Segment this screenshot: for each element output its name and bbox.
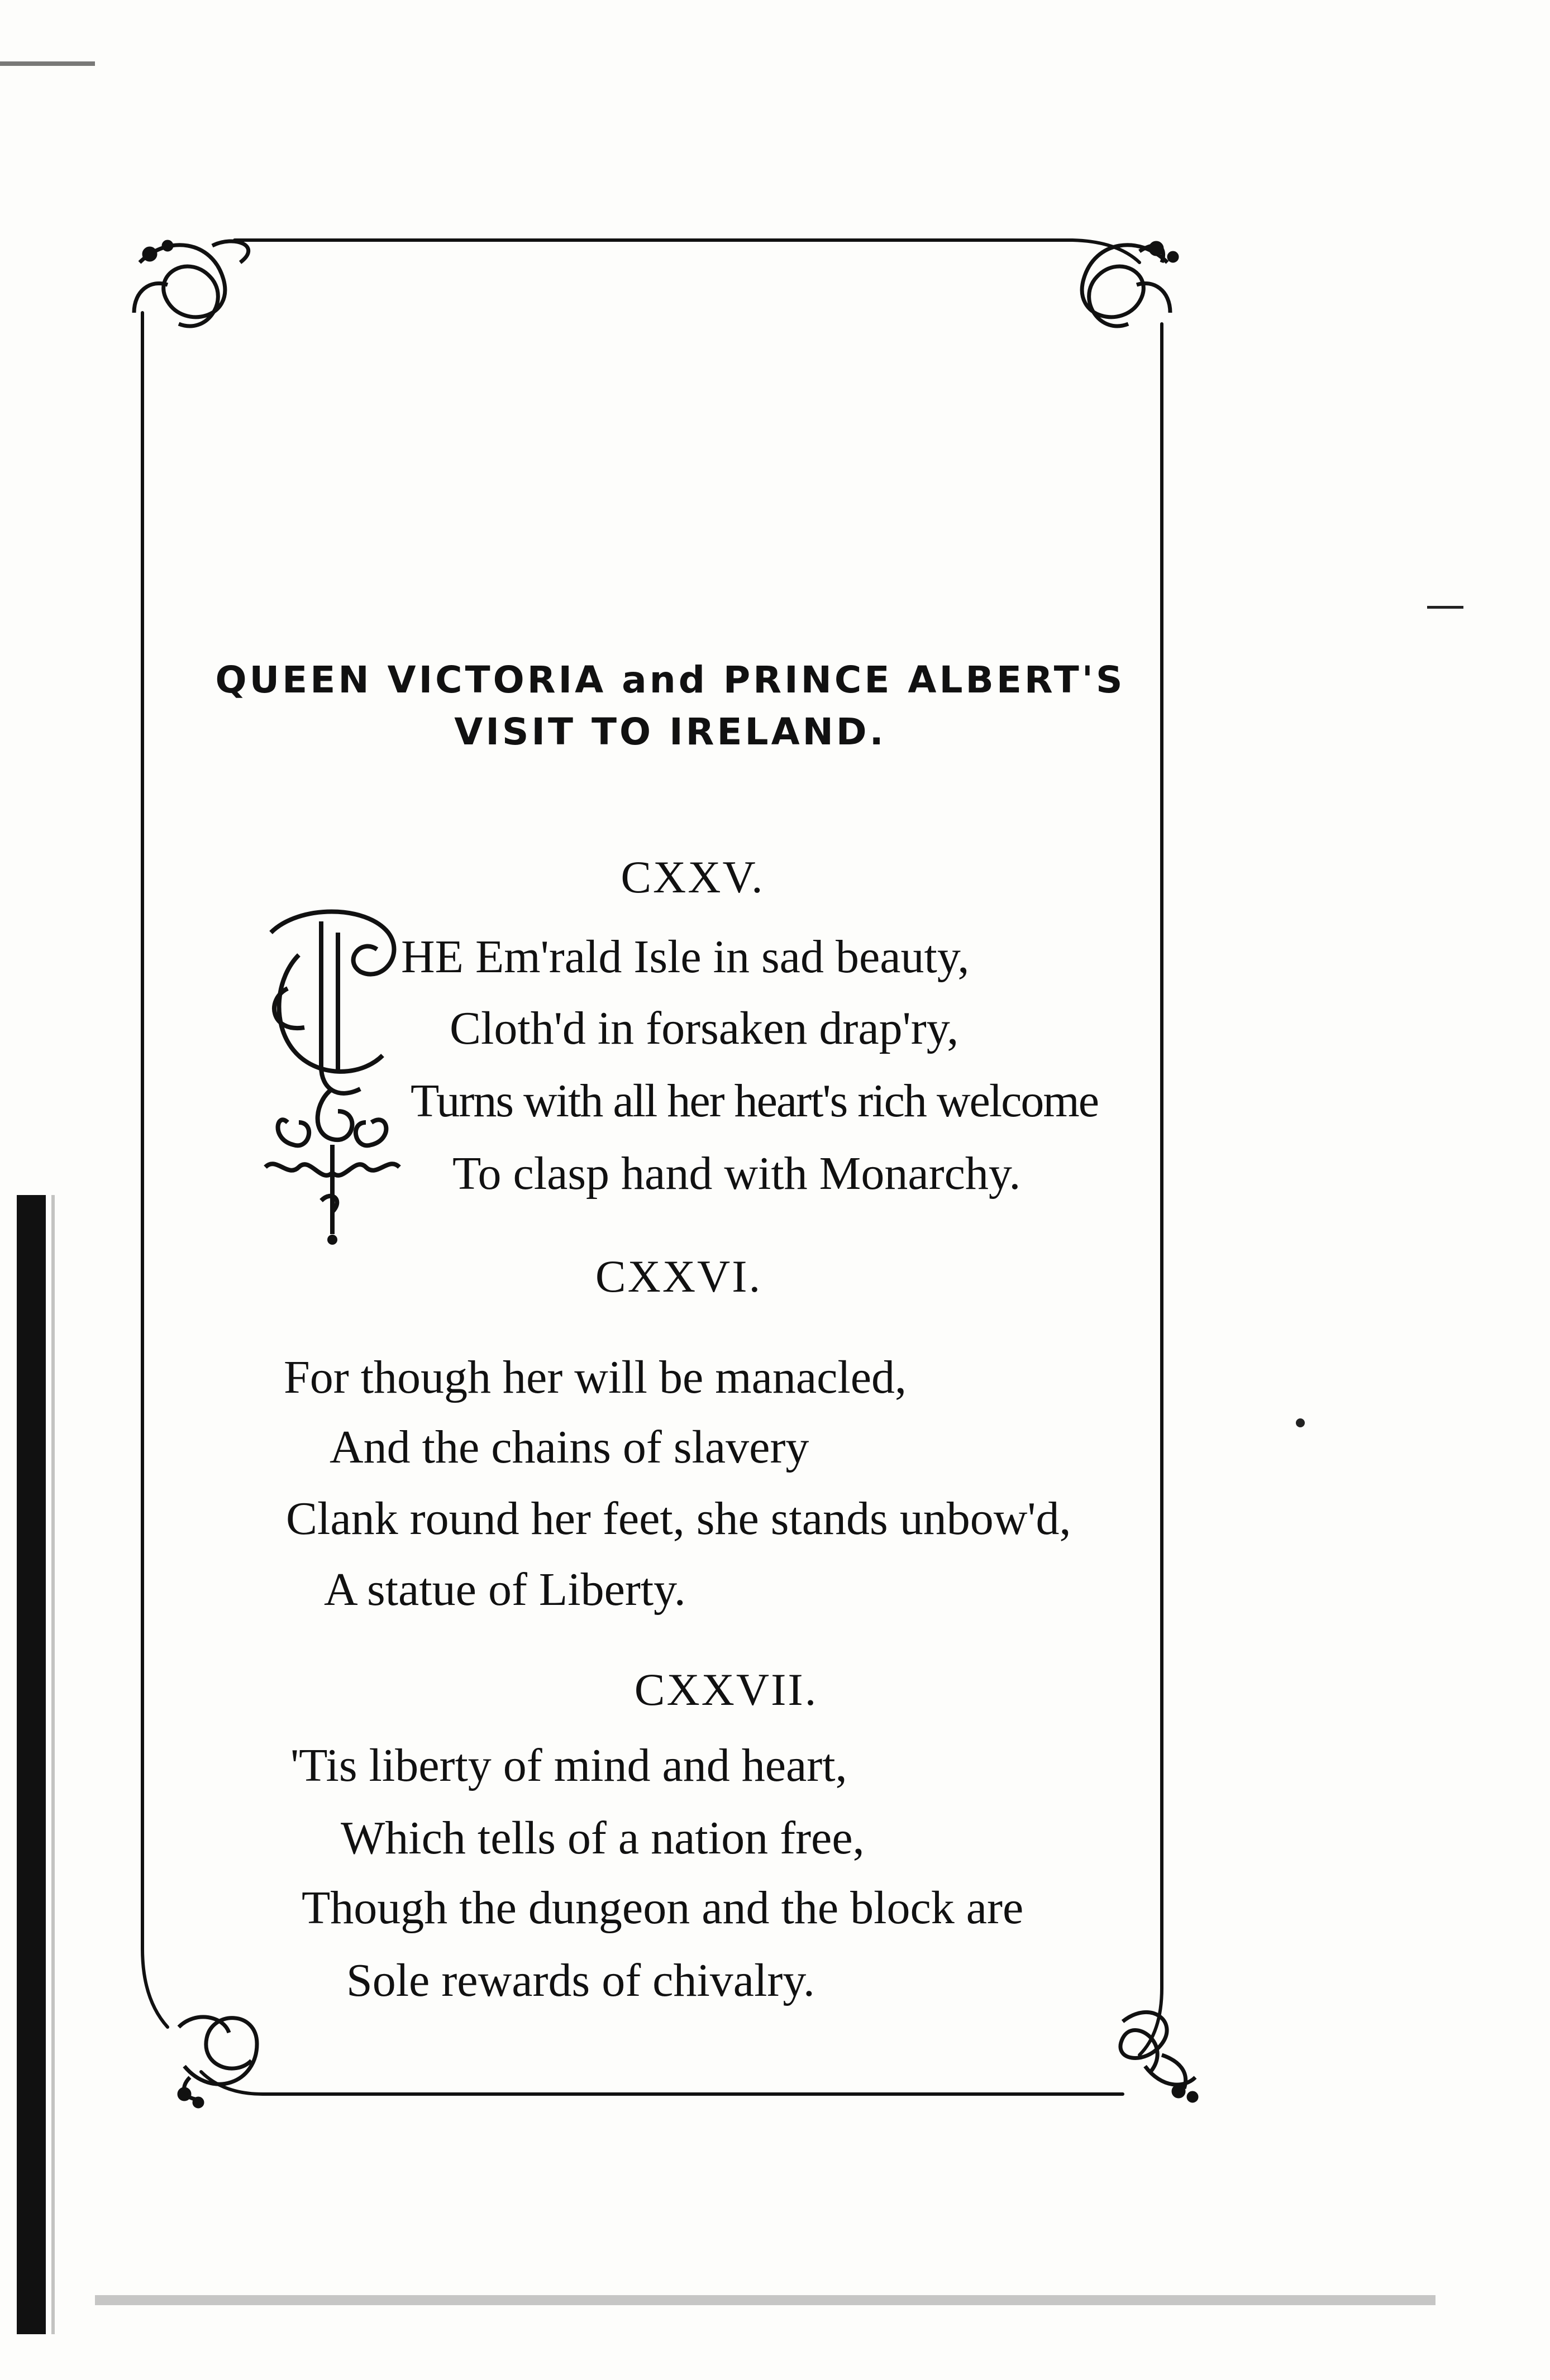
- verse-line: Cloth'd in forsaken drap'ry,: [450, 1002, 959, 1054]
- verse-line: A statue of Liberty.: [324, 1564, 686, 1616]
- verse-line: Though the dungeon and the block are: [302, 1882, 1024, 1934]
- verse-line: HE Em'rald Isle in sad beauty,: [401, 931, 970, 983]
- stanza-number: CXXVI.: [595, 1251, 762, 1302]
- page-title-line-1: QUEEN VICTORIA and PRINCE ALBERT'S: [215, 658, 1125, 701]
- border-top-line: [235, 240, 1139, 262]
- decorated-initial-t: [254, 899, 411, 1245]
- ink-speck: [1296, 1418, 1305, 1427]
- stanza-number: CXXV.: [621, 852, 765, 902]
- verse-line: To clasp hand with Monarchy.: [452, 1148, 1021, 1199]
- scan-mark: [1427, 606, 1463, 609]
- border-bottom-line: [201, 2072, 1123, 2094]
- verse-line: Which tells of a nation free,: [341, 1812, 865, 1864]
- verse-line: Clank round her feet, she stands unbow'd,: [286, 1493, 1071, 1545]
- verse-line: Turns with all her heart's rich welcome: [411, 1075, 1099, 1127]
- stanza-number: CXXVII.: [634, 1664, 818, 1715]
- verse-line: 'Tis liberty of mind and heart,: [290, 1739, 847, 1791]
- verse-line: And the chains of slavery: [330, 1421, 809, 1473]
- scan-noise-strip: [95, 2295, 1435, 2305]
- border-right-line: [1139, 324, 1162, 2055]
- corner-ornament-top-left: [134, 241, 249, 326]
- verse-line: Sole rewards of chivalry.: [346, 1954, 815, 2006]
- border-left-line: [142, 313, 168, 2027]
- verse-line: For though her will be manacled,: [284, 1351, 907, 1403]
- scan-mark: [0, 61, 95, 66]
- page-title-line-2: VISIT TO IRELAND.: [454, 710, 886, 753]
